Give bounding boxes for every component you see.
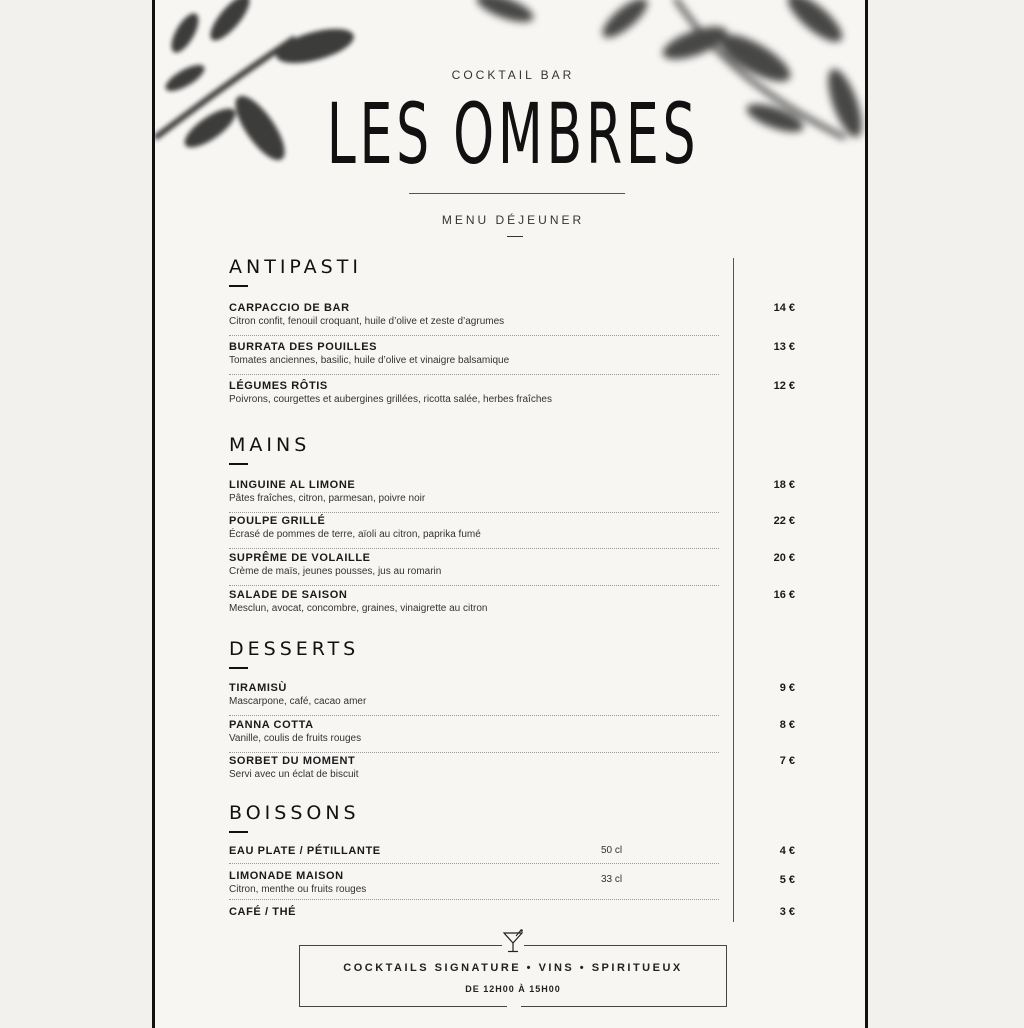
footer-hours: DE 12H00 À 15H00 bbox=[465, 984, 561, 994]
item-name: SALADE DE SAISON bbox=[229, 589, 348, 601]
menu-item bbox=[229, 380, 795, 416]
item-description: Crème de maïs, jeunes pousses, jus au romarin bbox=[229, 566, 442, 577]
menu-item bbox=[229, 719, 795, 755]
item-price: 22 € bbox=[773, 515, 795, 527]
item-description: Mesclun, avocat, concombre, graines, vinaigrette au citron bbox=[229, 603, 488, 614]
item-separator bbox=[229, 752, 719, 753]
section-title-boissons: BOISSONS bbox=[229, 802, 360, 824]
menu-item bbox=[229, 682, 795, 718]
item-description: Servi avec un éclat de biscuit bbox=[229, 769, 359, 780]
item-separator bbox=[229, 548, 719, 549]
menu-sheet bbox=[152, 0, 868, 1028]
item-name: EAU PLATE / PÉTILLANTE bbox=[229, 845, 381, 857]
restaurant-title: LES OMBRES bbox=[326, 85, 700, 183]
item-price: 9 € bbox=[779, 682, 795, 694]
item-volume: 33 cl bbox=[601, 874, 623, 885]
item-separator bbox=[229, 512, 719, 513]
item-price: 20 € bbox=[773, 552, 795, 564]
subtitle-dash bbox=[507, 236, 523, 237]
item-name: POULPE GRILLÉ bbox=[229, 515, 326, 527]
item-name: LINGUINE AL LIMONE bbox=[229, 479, 356, 491]
item-price: 18 € bbox=[773, 479, 795, 491]
menu-item bbox=[229, 515, 795, 551]
item-price: 5 € bbox=[779, 874, 795, 886]
item-separator bbox=[229, 899, 719, 900]
menu-item bbox=[229, 341, 795, 377]
item-description: Vanille, coulis de fruits rouges bbox=[229, 733, 362, 744]
item-name: LIMONADE MAISON bbox=[229, 870, 344, 882]
item-description: Poivrons, courgettes et aubergines grillées, ricotta salée, herbes fraîches bbox=[229, 394, 552, 405]
section-dash bbox=[229, 463, 248, 465]
item-name: TIRAMISÙ bbox=[229, 682, 287, 694]
item-price: 8 € bbox=[779, 719, 795, 731]
item-description: Citron confit, fenouil croquant, huile d’olive et zeste d’agrumes bbox=[229, 316, 505, 327]
item-description: Écrasé de pommes de terre, aïoli au citron, paprika fumé bbox=[229, 529, 481, 540]
item-price: 4 € bbox=[779, 845, 795, 857]
item-price: 14 € bbox=[773, 302, 795, 314]
item-description: Tomates anciennes, basilic, huile d’olive et vinaigre balsamique bbox=[229, 355, 510, 366]
cocktail-glass-icon bbox=[502, 929, 524, 955]
item-description: Citron, menthe ou fruits rouges bbox=[229, 884, 367, 895]
item-name: PANNA COTTA bbox=[229, 719, 314, 731]
section-dash bbox=[229, 667, 248, 669]
menu-item bbox=[229, 302, 795, 338]
item-name: SUPRÊME DE VOLAILLE bbox=[229, 552, 371, 564]
menu-subtitle: MENU DÉJEUNER bbox=[441, 213, 585, 227]
item-name: BURRATA DES POUILLES bbox=[229, 341, 378, 353]
section-title-desserts: DESSERTS bbox=[229, 638, 360, 660]
bar-type-label: COCKTAIL BAR bbox=[451, 68, 575, 82]
item-separator bbox=[229, 715, 719, 716]
item-name: SORBET DU MOMENT bbox=[229, 755, 356, 767]
item-name: LÉGUMES RÔTIS bbox=[229, 380, 328, 392]
menu-item bbox=[229, 870, 795, 906]
item-price: 12 € bbox=[773, 380, 795, 392]
item-separator bbox=[229, 585, 719, 586]
section-dash bbox=[229, 831, 248, 833]
menu-item bbox=[229, 589, 795, 625]
item-volume: 50 cl bbox=[601, 845, 623, 856]
footer-offerings: COCKTAILS SIGNATURE • VINS • SPIRITUEUX bbox=[343, 962, 683, 974]
item-separator bbox=[229, 374, 719, 375]
section-title-mains: MAINS bbox=[229, 434, 311, 456]
item-description: Mascarpone, café, cacao amer bbox=[229, 696, 367, 707]
bottom-dash bbox=[507, 1005, 521, 1007]
item-name: CAFÉ / THÉ bbox=[229, 906, 297, 918]
item-price: 16 € bbox=[773, 589, 795, 601]
section-title-antipasti: ANTIPASTI bbox=[229, 256, 362, 278]
item-price: 13 € bbox=[773, 341, 795, 353]
item-description: Pâtes fraîches, citron, parmesan, poivre noir bbox=[229, 493, 426, 504]
menu-item bbox=[229, 479, 795, 515]
item-price: 3 € bbox=[779, 906, 795, 918]
item-separator bbox=[229, 863, 719, 864]
section-dash bbox=[229, 285, 248, 287]
item-price: 7 € bbox=[779, 755, 795, 767]
item-name: CARPACCIO DE BAR bbox=[229, 302, 350, 314]
menu-item bbox=[229, 552, 795, 588]
title-divider bbox=[409, 193, 625, 194]
menu-item bbox=[229, 755, 795, 791]
item-separator bbox=[229, 335, 719, 336]
